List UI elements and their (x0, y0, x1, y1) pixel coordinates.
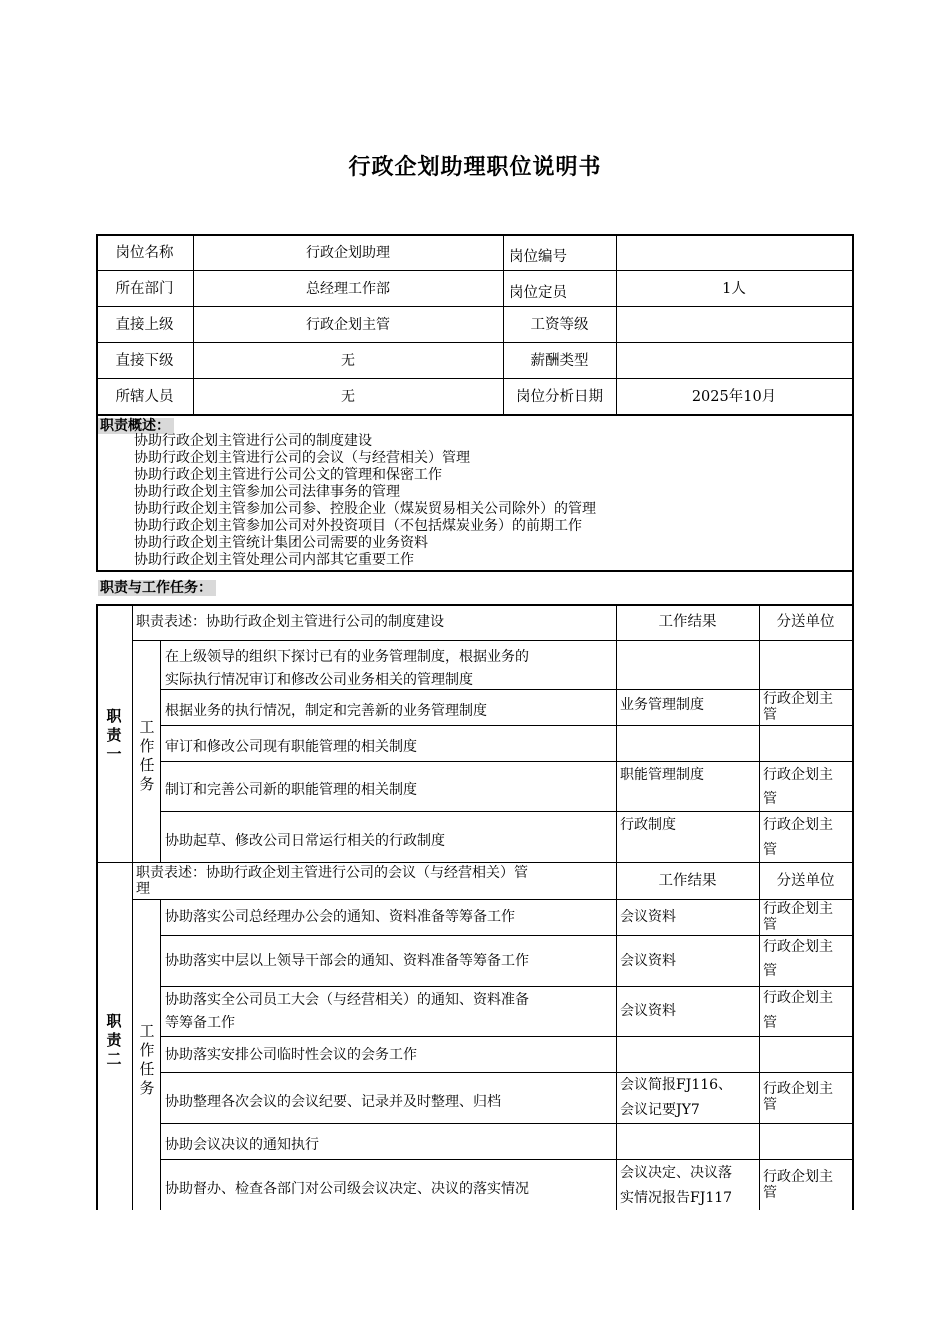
duty2-task-7-result-b: 实情况报告FJ117 (620, 1190, 733, 1206)
duty2-statement-b: 理 (136, 881, 150, 897)
label-position-code: 岗位编号 (509, 249, 567, 265)
duty2-task-7-dest-b: 管 (763, 1185, 777, 1201)
duty1-task-2-dest-b: 管 (763, 707, 777, 723)
duty1-label: 职 责 一 (106, 707, 122, 763)
value-direct-supervisor: 行政企划主管 (306, 317, 390, 333)
duty1-task-4-result: 职能管理制度 (620, 767, 704, 783)
label-pay-type: 薪酬类型 (530, 353, 589, 369)
value-analysis-date: 2025年10月 (691, 389, 777, 405)
duty1-task-5: 协助起草、修改公司日常运行相关的行政制度 (165, 833, 445, 849)
overview-line: 协助行政企划主管进行公司的会议（与经营相关）管理 (134, 450, 470, 466)
duty2-task-2-result: 会议资料 (620, 953, 676, 969)
duty2-task-1-dest-b: 管 (763, 917, 777, 933)
overview-line: 协助行政企划主管参加公司法律事务的管理 (134, 484, 400, 500)
duty2-task-3: 协助落实全公司员工大会（与经营相关）的通知、资料准备 (165, 992, 529, 1008)
value-staff-managed: 无 (341, 389, 355, 405)
duty2-task-1-result: 会议资料 (620, 909, 676, 925)
duty1-task-1b: 实际执行情况审订和修改公司业务相关的管理制度 (165, 672, 473, 688)
duty2-task-3-result: 会议资料 (620, 1003, 676, 1019)
label-analysis-date: 岗位分析日期 (516, 389, 603, 405)
label-staff-managed: 所辖人员 (115, 389, 174, 405)
duties-header: 职责与工作任务： (98, 580, 216, 596)
duty1-result-header: 工作结果 (658, 614, 717, 630)
duty2-task-5: 协助整理各次会议的会议纪要、记录并及时整理、归档 (165, 1094, 501, 1110)
duty2-task-2-dest-b: 管 (763, 963, 777, 979)
duty1-task-5-dest-b: 管 (763, 842, 777, 858)
duty1-task-4-dest: 行政企划主 (763, 767, 833, 783)
duty1-task-5-result: 行政制度 (620, 817, 676, 833)
overview-line: 协助行政企划主管进行公司的制度建设 (134, 433, 372, 449)
duty2-task-3-dest-b: 管 (763, 1015, 777, 1031)
duty2-task-2: 协助落实中层以上领导干部会的通知、资料准备等筹备工作 (165, 953, 529, 969)
duty1-task-4-dest-b: 管 (763, 791, 777, 807)
duty2-result-header: 工作结果 (658, 873, 717, 889)
label-headcount: 岗位定员 (509, 285, 567, 301)
value-headcount: 1人 (722, 281, 746, 297)
duty2-task-5-dest: 行政企划主 (763, 1081, 833, 1097)
duty1-task-2: 根据业务的执行情况，制定和完善新的业务管理制度 (165, 703, 487, 719)
label-salary-grade: 工资等级 (530, 317, 589, 333)
duty2-task-1: 协助落实公司总经理办公会的通知、资料准备等筹备工作 (165, 909, 515, 925)
duty2-task-5-result-b: 会议记要JY7 (620, 1102, 700, 1118)
value-position-name: 行政企划助理 (306, 245, 390, 261)
duty1-task-2-dest: 行政企划主 (763, 691, 833, 707)
duty2-dest-header: 分送单位 (776, 873, 835, 889)
duty2-task-7: 协助督办、检查各部门对公司级会议决定、决议的落实情况 (165, 1181, 529, 1197)
duty2-task-7-result: 会议决定、决议落 (620, 1165, 732, 1181)
duty1-statement: 职责表述：协助行政企划主管进行公司的制度建设 (136, 614, 444, 630)
duty2-task-label: 工 作 任 务 (139, 1022, 155, 1097)
duty1-task-1: 在上级领导的组织下探讨已有的业务管理制度，根据业务的 (165, 649, 529, 665)
duty1-task-label: 工 作 任 务 (139, 718, 155, 793)
label-department: 所在部门 (115, 281, 174, 297)
duty1-task-5-dest: 行政企划主 (763, 817, 833, 833)
duty2-task-6: 协助会议决议的通知执行 (165, 1137, 319, 1153)
value-direct-subordinate: 无 (341, 353, 355, 369)
duty1-task-3: 审订和修改公司现有职能管理的相关制度 (165, 739, 417, 755)
overview-line: 协助行政企划主管参加公司对外投资项目（不包括煤炭业务）的前期工作 (134, 518, 582, 534)
duty2-task-5-result: 会议简报FJ116、 (620, 1077, 733, 1093)
overview-line: 协助行政企划主管参加公司参、控股企业（煤炭贸易相关公司除外）的管理 (134, 501, 596, 517)
page-title: 行政企划助理职位说明书 (348, 155, 602, 180)
duty2-task-5-dest-b: 管 (763, 1097, 777, 1113)
duty1-task-2-result: 业务管理制度 (620, 697, 704, 713)
duty2-task-4: 协助落实安排公司临时性会议的会务工作 (165, 1047, 417, 1063)
duty1-dest-header: 分送单位 (776, 614, 835, 630)
overview-line: 协助行政企划主管处理公司内部其它重要工作 (134, 552, 414, 568)
label-direct-subordinate: 直接下级 (115, 353, 174, 369)
duty2-task-7-dest: 行政企划主 (763, 1169, 833, 1185)
overview-header: 职责概述： (98, 418, 174, 434)
overview-line: 协助行政企划主管统计集团公司需要的业务资料 (134, 535, 428, 551)
duty2-task-1-dest: 行政企划主 (763, 901, 833, 917)
duty2-label: 职 责 二 (106, 1012, 122, 1068)
label-direct-supervisor: 直接上级 (115, 317, 174, 333)
duty2-task-3-dest: 行政企划主 (763, 990, 833, 1006)
overview-line: 协助行政企划主管进行公司公文的管理和保密工作 (134, 467, 442, 483)
duty1-task-4: 制订和完善公司新的职能管理的相关制度 (165, 782, 417, 798)
value-department: 总经理工作部 (306, 281, 390, 297)
duty2-statement: 职责表述：协助行政企划主管进行公司的会议（与经营相关）管 (136, 865, 528, 881)
duty2-task-2-dest: 行政企划主 (763, 939, 833, 955)
duty2-task-3b: 等筹备工作 (165, 1015, 235, 1031)
label-position-name: 岗位名称 (115, 245, 174, 261)
